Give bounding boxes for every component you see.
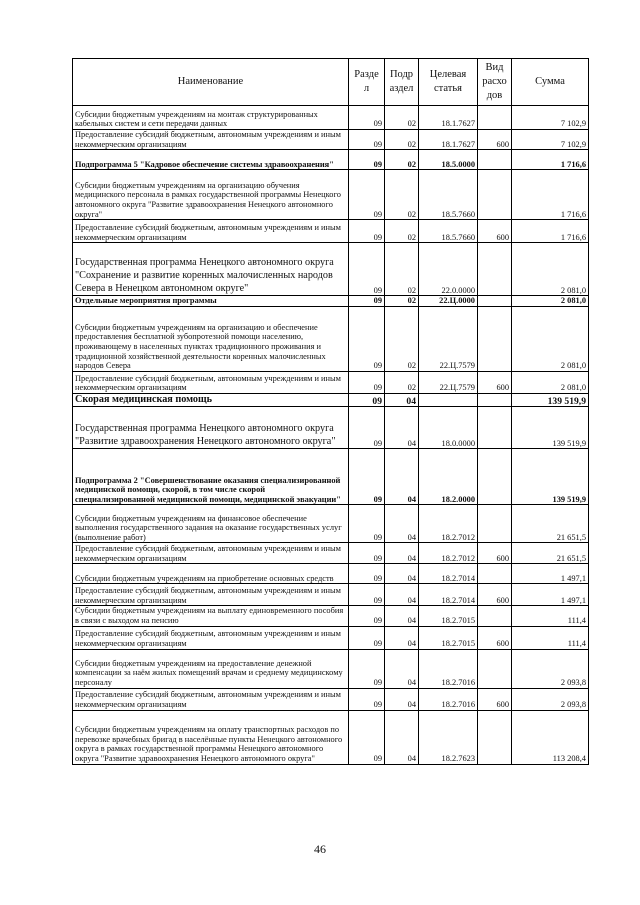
table-row bbox=[73, 543, 589, 564]
cell-type bbox=[478, 649, 512, 688]
table-row bbox=[73, 150, 589, 170]
cell-type bbox=[478, 243, 512, 296]
table-row bbox=[73, 243, 589, 296]
cell-subsection: 02 bbox=[385, 220, 419, 243]
table-row bbox=[73, 710, 589, 764]
cell-section: 09 bbox=[349, 688, 385, 710]
cell-target: 22.Ц.7579 bbox=[419, 306, 478, 371]
cell-sum: 2 093,8 bbox=[512, 688, 589, 710]
cell-section: 09 bbox=[349, 543, 385, 564]
cell-name: Скорая медицинская помощь bbox=[73, 393, 349, 407]
cell-subsection: 02 bbox=[385, 243, 419, 296]
cell-target: 18.1.7627 bbox=[419, 106, 478, 130]
table-row bbox=[73, 564, 589, 584]
cell-target: 18.5.7660 bbox=[419, 170, 478, 220]
page-number: 46 bbox=[314, 842, 326, 856]
cell-target: 18.0.0000 bbox=[419, 407, 478, 449]
cell-sum: 21 651,5 bbox=[512, 505, 589, 543]
cell-section: 09 bbox=[349, 649, 385, 688]
cell-name: Субсидии бюджетным учреждениям на организацию и обеспечение предоставления бесплатной зубопротезной помощи населению, проживающему в населенных пунктах традиционного проживания и традиционной хозяйственной деятельности коренных малочисленных народов Севера bbox=[73, 306, 349, 371]
cell-name: Субсидии бюджетным учреждениям на оплату транспортных расходов по перевозке врачебных бригад в населённые пункты Ненецкого автономного округа в рамках государственной программы Ненецкого автономного округа "Развитие здравоохранения Ненецкого автономного округа" bbox=[73, 710, 349, 764]
cell-name: Предоставление субсидий бюджетным, автономным учреждениям и иным некоммерческим организациям bbox=[73, 688, 349, 710]
cell-section: 09 bbox=[349, 626, 385, 649]
cell-type bbox=[478, 505, 512, 543]
cell-sum: 1 716,6 bbox=[512, 150, 589, 170]
cell-target: 22.Ц.7579 bbox=[419, 371, 478, 393]
cell-section: 09 bbox=[349, 710, 385, 764]
table-row bbox=[73, 584, 589, 606]
cell-name: Субсидии бюджетным учреждениям на выплату единовременного пособия в связи с выходом на пенсию bbox=[73, 606, 349, 626]
cell-section: 09 bbox=[349, 150, 385, 170]
cell-target: 18.2.7014 bbox=[419, 584, 478, 606]
header-section: Разде л bbox=[349, 59, 385, 106]
cell-section: 09 bbox=[349, 407, 385, 449]
cell-section: 09 bbox=[349, 505, 385, 543]
cell-subsection: 04 bbox=[385, 710, 419, 764]
cell-subsection: 02 bbox=[385, 296, 419, 307]
cell-name: Субсидии бюджетным учреждениям на организацию обучения медицинского персонала в рамках государственной программы Ненецкого автономного округа "Развитие здравоохранения Ненецкого автономного округа" bbox=[73, 170, 349, 220]
cell-sum: 2 081,0 bbox=[512, 296, 589, 307]
cell-name: Отдельные мероприятия программы bbox=[73, 296, 349, 307]
cell-section: 09 bbox=[349, 393, 385, 407]
cell-target: 18.2.7623 bbox=[419, 710, 478, 764]
cell-sum: 1 497,1 bbox=[512, 584, 589, 606]
header-subsection: Подр аздел bbox=[385, 59, 419, 106]
table-row bbox=[73, 606, 589, 626]
cell-name: Предоставление субсидий бюджетным, автономным учреждениям и иным некоммерческим организациям bbox=[73, 371, 349, 393]
cell-target: 18.2.7015 bbox=[419, 606, 478, 626]
cell-sum: 7 102,9 bbox=[512, 130, 589, 150]
cell-target: 18.2.7012 bbox=[419, 543, 478, 564]
header-type: Вид расхо дов bbox=[478, 59, 512, 106]
header-sum: Сумма bbox=[512, 59, 589, 106]
cell-name: Государственная программа Ненецкого автономного округа "Развитие здравоохранения Ненецкого автономного округа" bbox=[73, 407, 349, 449]
cell-section: 09 bbox=[349, 564, 385, 584]
cell-type bbox=[478, 407, 512, 449]
cell-sum: 1 716,6 bbox=[512, 170, 589, 220]
cell-name: Подпрограмма 2 "Совершенствование оказания специализированной медицинской помощи, скорой, в том числе скорой специализированной медицинской помощи, медицинской эвакуации" bbox=[73, 449, 349, 505]
cell-sum: 139 519,9 bbox=[512, 449, 589, 505]
cell-sum: 139 519,9 bbox=[512, 393, 589, 407]
cell-type: 600 bbox=[478, 220, 512, 243]
cell-name: Предоставление субсидий бюджетным, автономным учреждениям и иным некоммерческим организациям bbox=[73, 220, 349, 243]
cell-subsection: 04 bbox=[385, 449, 419, 505]
cell-section: 09 bbox=[349, 243, 385, 296]
table-row bbox=[73, 393, 589, 407]
table-header-row bbox=[73, 59, 589, 106]
cell-name: Предоставление субсидий бюджетным, автономным учреждениям и иным некоммерческим организациям bbox=[73, 543, 349, 564]
cell-sum: 21 651,5 bbox=[512, 543, 589, 564]
cell-sum: 111,4 bbox=[512, 606, 589, 626]
cell-target: 18.2.7015 bbox=[419, 626, 478, 649]
cell-subsection: 04 bbox=[385, 407, 419, 449]
table-row bbox=[73, 407, 589, 449]
cell-type bbox=[478, 606, 512, 626]
cell-name: Предоставление субсидий бюджетным, автономным учреждениям и иным некоммерческим организациям bbox=[73, 584, 349, 606]
cell-sum: 1 497,1 bbox=[512, 564, 589, 584]
cell-subsection: 04 bbox=[385, 649, 419, 688]
cell-subsection: 04 bbox=[385, 564, 419, 584]
table-row bbox=[73, 106, 589, 130]
cell-type bbox=[478, 449, 512, 505]
cell-subsection: 04 bbox=[385, 584, 419, 606]
cell-section: 09 bbox=[349, 170, 385, 220]
cell-section: 09 bbox=[349, 106, 385, 130]
header-target: Целевая статья bbox=[419, 59, 478, 106]
table-row bbox=[73, 220, 589, 243]
cell-type: 600 bbox=[478, 584, 512, 606]
cell-name: Субсидии бюджетным учреждениям на финансовое обеспечение выполнения государственного задания на оказание государственных услуг (выполнение работ) bbox=[73, 505, 349, 543]
cell-type bbox=[478, 296, 512, 307]
cell-subsection: 02 bbox=[385, 371, 419, 393]
table-row bbox=[73, 688, 589, 710]
cell-target: 22.Ц.0000 bbox=[419, 296, 478, 307]
cell-section: 09 bbox=[349, 606, 385, 626]
cell-section: 09 bbox=[349, 220, 385, 243]
budget-table bbox=[72, 58, 589, 765]
cell-target bbox=[419, 393, 478, 407]
cell-sum: 2 081,0 bbox=[512, 306, 589, 371]
cell-subsection: 04 bbox=[385, 505, 419, 543]
table-row bbox=[73, 306, 589, 371]
cell-subsection: 02 bbox=[385, 130, 419, 150]
cell-name: Государственная программа Ненецкого автономного округа "Сохранение и развитие коренных малочисленных народов Севера в Ненецком автономном округе" bbox=[73, 243, 349, 296]
cell-name: Предоставление субсидий бюджетным, автономным учреждениям и иным некоммерческим организациям bbox=[73, 626, 349, 649]
cell-name: Предоставление субсидий бюджетным, автономным учреждениям и иным некоммерческим организациям bbox=[73, 130, 349, 150]
cell-sum: 113 208,4 bbox=[512, 710, 589, 764]
cell-type bbox=[478, 106, 512, 130]
cell-section: 09 bbox=[349, 371, 385, 393]
table-row bbox=[73, 296, 589, 307]
cell-subsection: 02 bbox=[385, 170, 419, 220]
cell-sum: 139 519,9 bbox=[512, 407, 589, 449]
cell-type: 600 bbox=[478, 626, 512, 649]
cell-subsection: 04 bbox=[385, 393, 419, 407]
table-row bbox=[73, 371, 589, 393]
cell-sum: 111,4 bbox=[512, 626, 589, 649]
cell-sum: 2 093,8 bbox=[512, 649, 589, 688]
cell-type: 600 bbox=[478, 371, 512, 393]
cell-subsection: 04 bbox=[385, 543, 419, 564]
table-row bbox=[73, 505, 589, 543]
header-name: Наименование bbox=[73, 59, 349, 106]
table-row bbox=[73, 130, 589, 150]
cell-target: 18.2.7016 bbox=[419, 649, 478, 688]
cell-type bbox=[478, 393, 512, 407]
cell-name: Субсидии бюджетным учреждениям на приобретение основных средств bbox=[73, 564, 349, 584]
table-row bbox=[73, 170, 589, 220]
cell-subsection: 04 bbox=[385, 626, 419, 649]
cell-section: 09 bbox=[349, 306, 385, 371]
cell-type: 600 bbox=[478, 130, 512, 150]
cell-type bbox=[478, 710, 512, 764]
cell-type bbox=[478, 150, 512, 170]
cell-section: 09 bbox=[349, 130, 385, 150]
cell-target: 18.5.7660 bbox=[419, 220, 478, 243]
cell-subsection: 02 bbox=[385, 106, 419, 130]
cell-type bbox=[478, 564, 512, 584]
cell-name: Субсидии бюджетным учреждениям на предоставление денежной компенсации за наём жилых помещений врачам и среднему медицинскому персоналу bbox=[73, 649, 349, 688]
cell-subsection: 04 bbox=[385, 688, 419, 710]
cell-type: 600 bbox=[478, 688, 512, 710]
cell-subsection: 02 bbox=[385, 150, 419, 170]
cell-target: 18.2.7012 bbox=[419, 505, 478, 543]
cell-target: 18.2.7014 bbox=[419, 564, 478, 584]
cell-name: Подпрограмма 5 "Кадровое обеспечение системы здравоохранения" bbox=[73, 150, 349, 170]
cell-section: 09 bbox=[349, 449, 385, 505]
table-body bbox=[73, 106, 589, 765]
cell-sum: 2 081,0 bbox=[512, 371, 589, 393]
cell-target: 22.0.0000 bbox=[419, 243, 478, 296]
cell-sum: 7 102,9 bbox=[512, 106, 589, 130]
cell-sum: 1 716,6 bbox=[512, 220, 589, 243]
cell-target: 18.2.7016 bbox=[419, 688, 478, 710]
cell-target: 18.1.7627 bbox=[419, 130, 478, 150]
cell-section: 09 bbox=[349, 296, 385, 307]
cell-sum: 2 081,0 bbox=[512, 243, 589, 296]
cell-name: Субсидии бюджетным учреждениям на монтаж структурированных кабельных систем и сети передачи данных bbox=[73, 106, 349, 130]
cell-section: 09 bbox=[349, 584, 385, 606]
table-row bbox=[73, 649, 589, 688]
cell-subsection: 04 bbox=[385, 606, 419, 626]
cell-target: 18.5.0000 bbox=[419, 150, 478, 170]
cell-subsection: 02 bbox=[385, 306, 419, 371]
cell-type bbox=[478, 170, 512, 220]
cell-type bbox=[478, 306, 512, 371]
table-row bbox=[73, 449, 589, 505]
cell-type: 600 bbox=[478, 543, 512, 564]
cell-target: 18.2.0000 bbox=[419, 449, 478, 505]
table-row bbox=[73, 626, 589, 649]
